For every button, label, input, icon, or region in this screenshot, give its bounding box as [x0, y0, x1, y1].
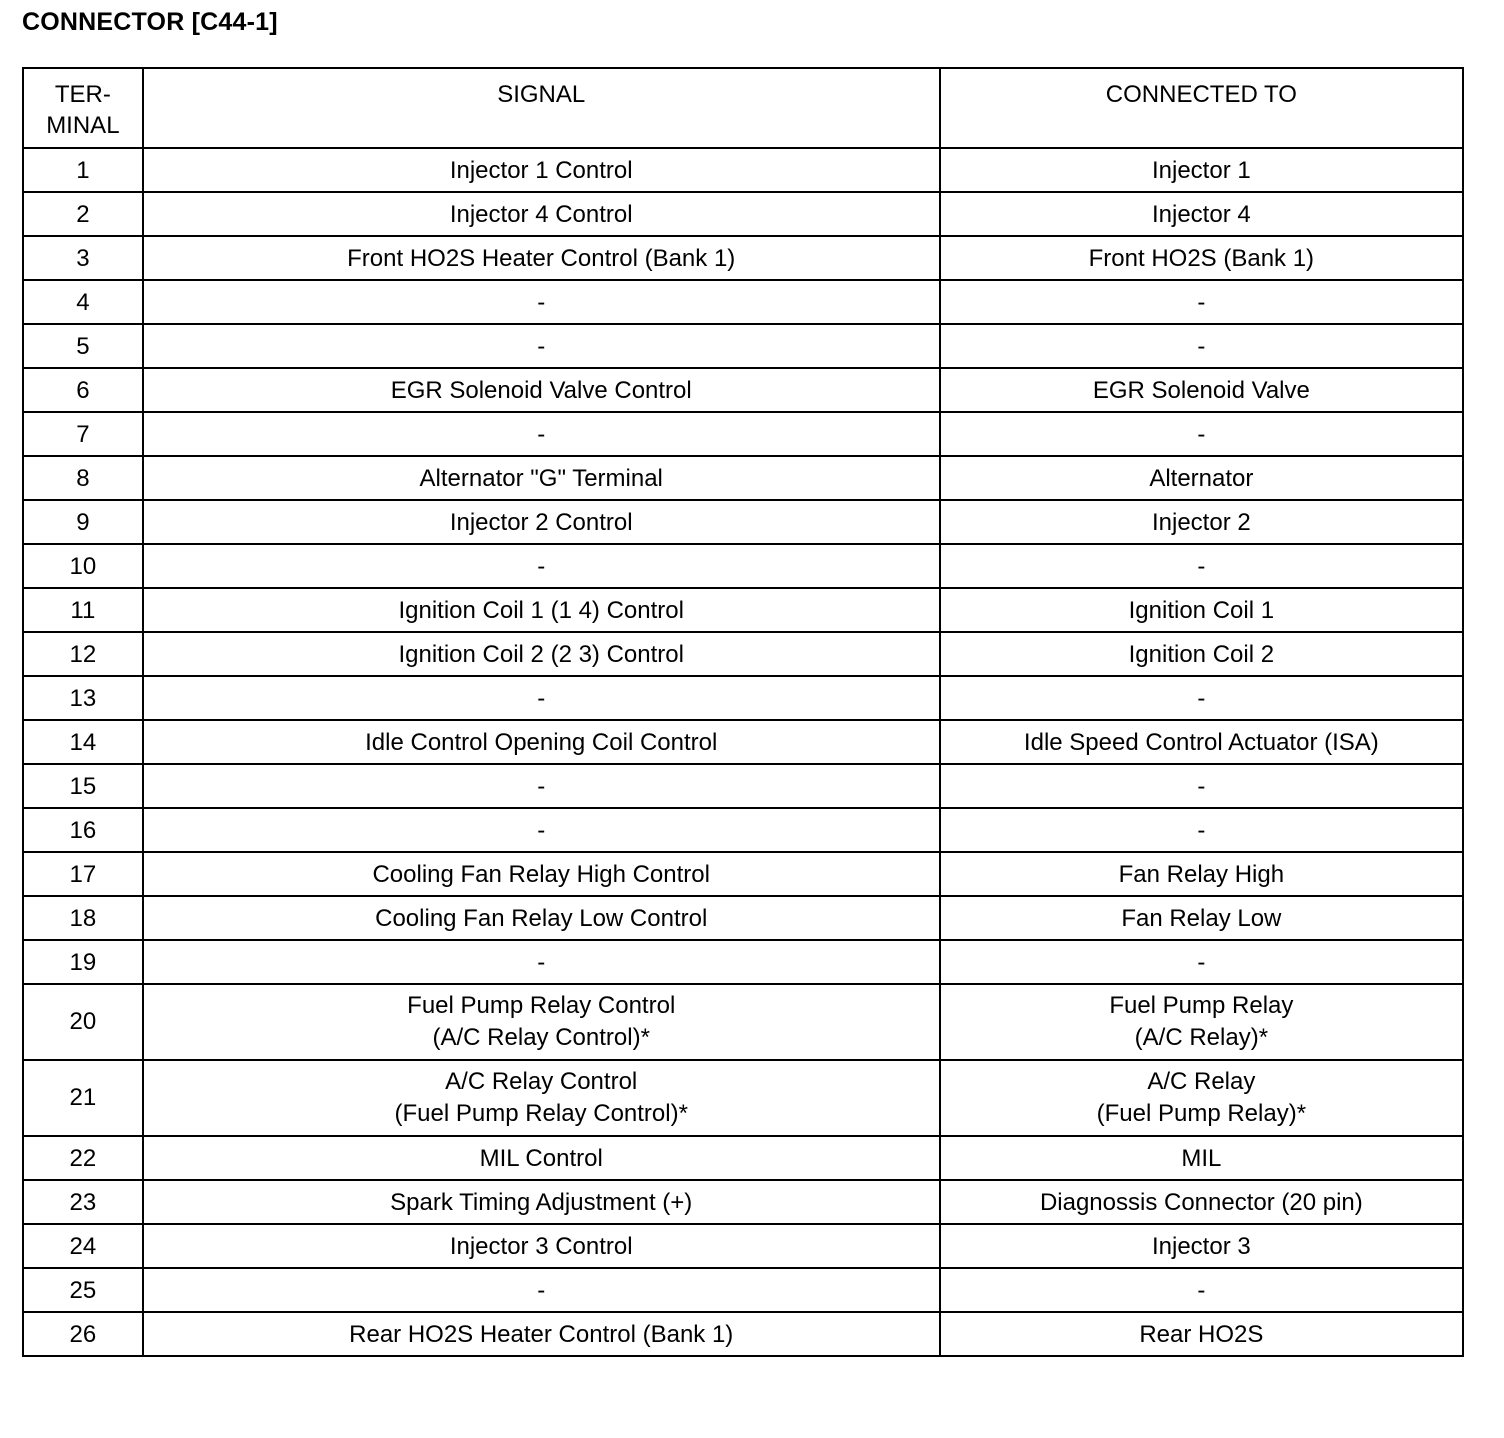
table-row: [23, 412, 1463, 456]
table-row: [23, 588, 1463, 632]
terminal-cell: 6: [23, 368, 143, 412]
header-terminal: [23, 68, 143, 148]
signal-cell: [143, 984, 940, 1060]
signal-cell: Injector 1 Control: [143, 148, 940, 192]
terminal-cell: 9: [23, 500, 143, 544]
connected-to-cell: -: [940, 940, 1463, 984]
terminal-cell: 22: [23, 1136, 143, 1180]
connected-to-cell: Ignition Coil 2: [940, 632, 1463, 676]
signal-cell: Alternator "G" Terminal: [143, 456, 940, 500]
header-signal: SIGNAL: [143, 68, 940, 148]
signal-cell: -: [143, 280, 940, 324]
table-row: [23, 940, 1463, 984]
terminal-cell: 18: [23, 896, 143, 940]
signal-cell: -: [143, 1268, 940, 1312]
terminal-cell: 17: [23, 852, 143, 896]
signal-cell: Ignition Coil 2 (2 3) Control: [143, 632, 940, 676]
terminal-cell: 24: [23, 1224, 143, 1268]
signal-cell: Cooling Fan Relay Low Control: [143, 896, 940, 940]
connected-to-cell: -: [940, 412, 1463, 456]
connected-to-cell: Injector 4: [940, 192, 1463, 236]
table-row: [23, 148, 1463, 192]
table-header-row: [23, 68, 1463, 148]
connected-to-line: (A/C Relay)*: [1134, 1024, 1269, 1051]
signal-cell: -: [143, 764, 940, 808]
connected-to-cell: [940, 984, 1463, 1060]
table-row: [23, 676, 1463, 720]
signal-cell: -: [143, 940, 940, 984]
signal-cell: -: [143, 808, 940, 852]
connected-to-cell: -: [940, 324, 1463, 368]
signal-cell: [143, 1060, 940, 1136]
table-row: [23, 544, 1463, 588]
terminal-cell: 4: [23, 280, 143, 324]
signal-line: (Fuel Pump Relay Control)*: [394, 1100, 688, 1127]
signal-line: A/C Relay Control: [445, 1068, 638, 1095]
signal-cell: Injector 2 Control: [143, 500, 940, 544]
signal-line: Fuel Pump Relay Control: [407, 992, 676, 1019]
terminal-cell: 14: [23, 720, 143, 764]
signal-cell: MIL Control: [143, 1136, 940, 1180]
header-terminal-line1: TER-: [54, 81, 111, 108]
signal-cell: Injector 3 Control: [143, 1224, 940, 1268]
terminal-cell: 2: [23, 192, 143, 236]
terminal-cell: 26: [23, 1312, 143, 1356]
table-row: [23, 1136, 1463, 1180]
terminal-cell: 16: [23, 808, 143, 852]
header-terminal-line2: MINAL: [46, 112, 120, 139]
connected-to-cell: Fan Relay High: [940, 852, 1463, 896]
signal-cell: Injector 4 Control: [143, 192, 940, 236]
table-row: [23, 720, 1463, 764]
connected-to-cell: Ignition Coil 1: [940, 588, 1463, 632]
table-row: [23, 368, 1463, 412]
terminal-cell: 7: [23, 412, 143, 456]
terminal-cell: 5: [23, 324, 143, 368]
signal-cell: -: [143, 544, 940, 588]
connected-to-cell: EGR Solenoid Valve: [940, 368, 1463, 412]
table-row: [23, 192, 1463, 236]
connected-to-cell: MIL: [940, 1136, 1463, 1180]
table-row: [23, 632, 1463, 676]
terminal-cell: 20: [23, 984, 143, 1060]
terminal-cell: 13: [23, 676, 143, 720]
connected-to-cell: Injector 2: [940, 500, 1463, 544]
signal-cell: Cooling Fan Relay High Control: [143, 852, 940, 896]
connected-to-line: Fuel Pump Relay: [1109, 992, 1294, 1019]
connected-to-cell: Fan Relay Low: [940, 896, 1463, 940]
signal-cell: Idle Control Opening Coil Control: [143, 720, 940, 764]
terminal-cell: 11: [23, 588, 143, 632]
connected-to-cell: Alternator: [940, 456, 1463, 500]
connected-to-cell: Injector 3: [940, 1224, 1463, 1268]
connected-to-cell: Front HO2S (Bank 1): [940, 236, 1463, 280]
connected-to-cell: -: [940, 1268, 1463, 1312]
connected-to-cell: -: [940, 676, 1463, 720]
terminal-cell: 19: [23, 940, 143, 984]
table-row: [23, 456, 1463, 500]
table-row: [23, 852, 1463, 896]
connected-to-line: (Fuel Pump Relay)*: [1096, 1100, 1307, 1127]
page-title: CONNECTOR [C44-1]: [22, 8, 278, 36]
signal-cell: Front HO2S Heater Control (Bank 1): [143, 236, 940, 280]
signal-cell: EGR Solenoid Valve Control: [143, 368, 940, 412]
signal-cell: Rear HO2S Heater Control (Bank 1): [143, 1312, 940, 1356]
table-row: [23, 500, 1463, 544]
terminal-cell: 12: [23, 632, 143, 676]
connected-to-line: A/C Relay: [1147, 1068, 1256, 1095]
table-row: [23, 1060, 1463, 1136]
signal-cell: -: [143, 324, 940, 368]
table-row: [23, 896, 1463, 940]
table-row: [23, 280, 1463, 324]
connector-pin-table: [22, 67, 1464, 1357]
connected-to-cell: [940, 1060, 1463, 1136]
connected-to-cell: Injector 1: [940, 148, 1463, 192]
connected-to-cell: -: [940, 808, 1463, 852]
signal-cell: -: [143, 676, 940, 720]
connected-to-cell: Rear HO2S: [940, 1312, 1463, 1356]
signal-cell: Ignition Coil 1 (1 4) Control: [143, 588, 940, 632]
terminal-cell: 23: [23, 1180, 143, 1224]
connected-to-cell: Idle Speed Control Actuator (ISA): [940, 720, 1463, 764]
terminal-cell: 3: [23, 236, 143, 280]
table-row: [23, 764, 1463, 808]
terminal-cell: 21: [23, 1060, 143, 1136]
signal-cell: -: [143, 412, 940, 456]
terminal-cell: 15: [23, 764, 143, 808]
connected-to-cell: -: [940, 544, 1463, 588]
table-row: [23, 1312, 1463, 1356]
terminal-cell: 10: [23, 544, 143, 588]
table-row: [23, 1268, 1463, 1312]
header-connected-to: CONNECTED TO: [940, 68, 1463, 148]
terminal-cell: 8: [23, 456, 143, 500]
table-row: [23, 1224, 1463, 1268]
table-row: [23, 324, 1463, 368]
connected-to-cell: Diagnossis Connector (20 pin): [940, 1180, 1463, 1224]
table-row: [23, 236, 1463, 280]
table-row: [23, 984, 1463, 1060]
table-row: [23, 1180, 1463, 1224]
table-row: [23, 808, 1463, 852]
terminal-cell: 25: [23, 1268, 143, 1312]
connected-to-cell: -: [940, 764, 1463, 808]
signal-cell: Spark Timing Adjustment (+): [143, 1180, 940, 1224]
terminal-cell: 1: [23, 148, 143, 192]
signal-line: (A/C Relay Control)*: [432, 1024, 650, 1051]
connected-to-cell: -: [940, 280, 1463, 324]
